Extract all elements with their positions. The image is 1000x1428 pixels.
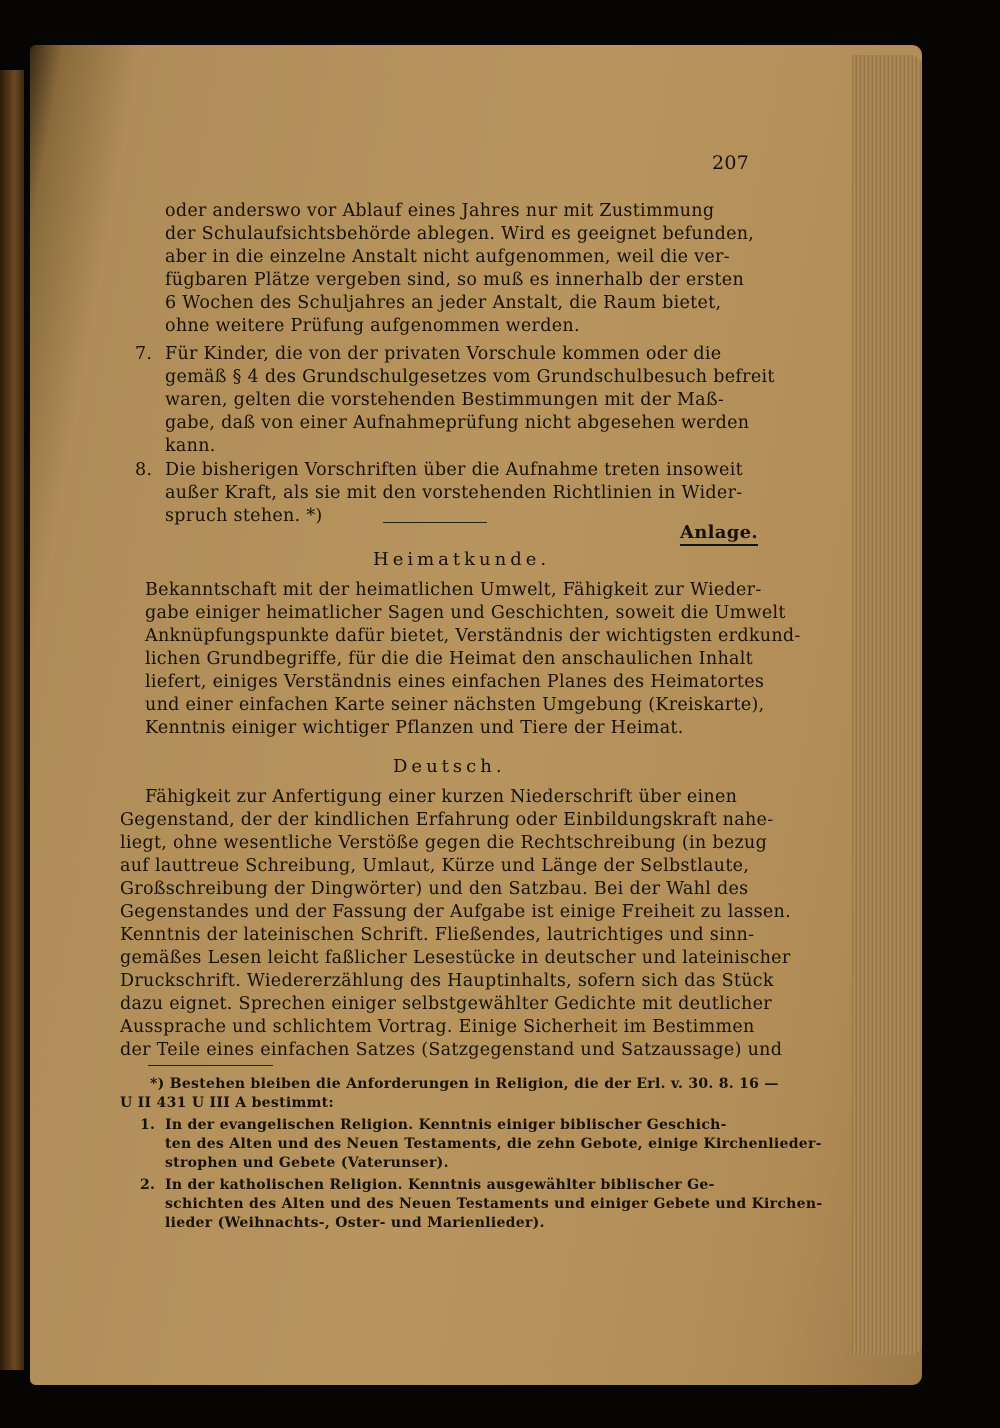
text-line: ohne weitere Prüfung aufgenommen werden. <box>165 316 580 336</box>
section-heading-heimatkunde: Heimatkunde. <box>373 549 551 570</box>
text-line: liefert, einiges Verständnis eines einfachen Planes des Heimatortes <box>145 672 765 692</box>
section-heading-deutsch: Deutsch. <box>393 756 506 777</box>
text-line: Gegenstand, der der kindlichen Erfahrung oder Einbildungskraft nahe- <box>120 810 774 830</box>
footnote-item-number: 2. <box>140 1177 156 1193</box>
footnote-line: ten des Alten und des Neuen Testaments, die zehn Gebote, einige Kirchenlieder- <box>165 1136 822 1152</box>
text-line: Kenntnis einiger wichtiger Pflanzen und Tiere der Heimat. <box>145 718 684 738</box>
text-line: Fähigkeit zur Anfertigung einer kurzen Niederschrift über einen <box>145 787 738 807</box>
footnote-rule <box>148 1065 273 1066</box>
separator-rule <box>383 522 487 523</box>
text-line: spruch stehen. *) <box>165 506 323 526</box>
text-line: und einer einfachen Karte seiner nächsten Umgebung (Kreiskarte), <box>145 695 765 715</box>
text-line: der Teile eines einfachen Satzes (Satzgegenstand und Satzaussage) und <box>120 1040 783 1060</box>
text-line: auf lauttreue Schreibung, Umlaut, Kürze und Länge der Selbstlaute, <box>120 856 750 876</box>
text-line: gabe einiger heimatlicher Sagen und Geschichten, soweit die Umwelt <box>145 603 786 623</box>
text-line: dazu eignet. Sprechen einiger selbstgewählter Gedichte mit deutlicher <box>120 994 772 1014</box>
text-line: außer Kraft, als sie mit den vorstehenden Richtlinien in Wider- <box>165 483 743 503</box>
text-line: Gegenstandes und der Fassung der Aufgabe ist einige Freiheit zu lassen. <box>120 902 791 922</box>
text-line: Druckschrift. Wiedererzählung des Hauptinhalts, sofern sich das Stück <box>120 971 774 991</box>
page-number: 207 <box>712 152 750 174</box>
anlage-label: Anlage. <box>680 522 758 546</box>
text-line: Bekanntschaft mit der heimatlichen Umwelt, Fähigkeit zur Wieder- <box>145 580 762 600</box>
text-line: Anknüpfungspunkte dafür bietet, Verständnis der wichtigsten erdkund- <box>145 626 801 646</box>
footnote-line: U II 431 U III A bestimmt: <box>120 1095 334 1111</box>
item-number: 8. <box>135 460 153 480</box>
footnote-line: strophen und Gebete (Vaterunser). <box>165 1155 449 1171</box>
text-line: oder anderswo vor Ablauf eines Jahres nur mit Zustimmung <box>165 201 715 221</box>
text-line: aber in die einzelne Anstalt nicht aufgenommen, weil die ver- <box>165 247 730 267</box>
text-line: gemäß § 4 des Grundschulgesetzes vom Grundschulbesuch befreit <box>165 367 775 387</box>
text-line: der Schulaufsichtsbehörde ablegen. Wird es geeignet befunden, <box>165 224 755 244</box>
text-line: gemäßes Lesen leicht faßlicher Lesestücke in deutscher und lateinischer <box>120 948 791 968</box>
text-line: waren, gelten die vorstehenden Bestimmungen mit der Maß- <box>165 390 725 410</box>
text-line: fügbaren Plätze vergeben sind, so muß es innerhalb der ersten <box>165 270 745 290</box>
text-line: Großschreibung der Dingwörter) und den Satzbau. Bei der Wahl des <box>120 879 749 899</box>
footnote-line: schichten des Alten und des Neuen Testaments und einiger Gebete und Kirchen- <box>165 1196 823 1212</box>
footnote-line: In der evangelischen Religion. Kenntnis einiger biblischer Geschich- <box>165 1117 727 1133</box>
footnote-line: *) Bestehen bleiben die Anforderungen in Religion, die der Erl. v. 30. 8. 16 — <box>150 1076 779 1092</box>
text-line: liegt, ohne wesentliche Verstöße gegen die Rechtschreibung (in bezug <box>120 833 768 853</box>
footnote-line: In der katholischen Religion. Kenntnis ausgewählter biblischer Ge- <box>165 1177 715 1193</box>
item-number: 7. <box>135 344 153 364</box>
text-line: lichen Grundbegriffe, für die die Heimat den anschaulichen Inhalt <box>145 649 753 669</box>
footnote-item-number: 1. <box>140 1117 156 1133</box>
text-line: Kenntnis der lateinischen Schrift. Fließendes, lautrichtiges und sinn- <box>120 925 755 945</box>
text-line: gabe, daß von einer Aufnahmeprüfung nicht abgesehen werden <box>165 413 750 433</box>
text-line: Für Kinder, die von der privaten Vorschule kommen oder die <box>165 344 722 364</box>
text-line: Die bisherigen Vorschriften über die Aufnahme treten insoweit <box>165 460 743 480</box>
text-line: 6 Wochen des Schuljahres an jeder Anstalt, die Raum bietet, <box>165 293 722 313</box>
text-line: Aussprache und schlichtem Vortrag. Einige Sicherheit im Bestimmen <box>120 1017 755 1037</box>
text-line: kann. <box>165 436 216 456</box>
footnote-line: lieder (Weihnachts-, Oster- und Marienlieder). <box>165 1215 545 1231</box>
